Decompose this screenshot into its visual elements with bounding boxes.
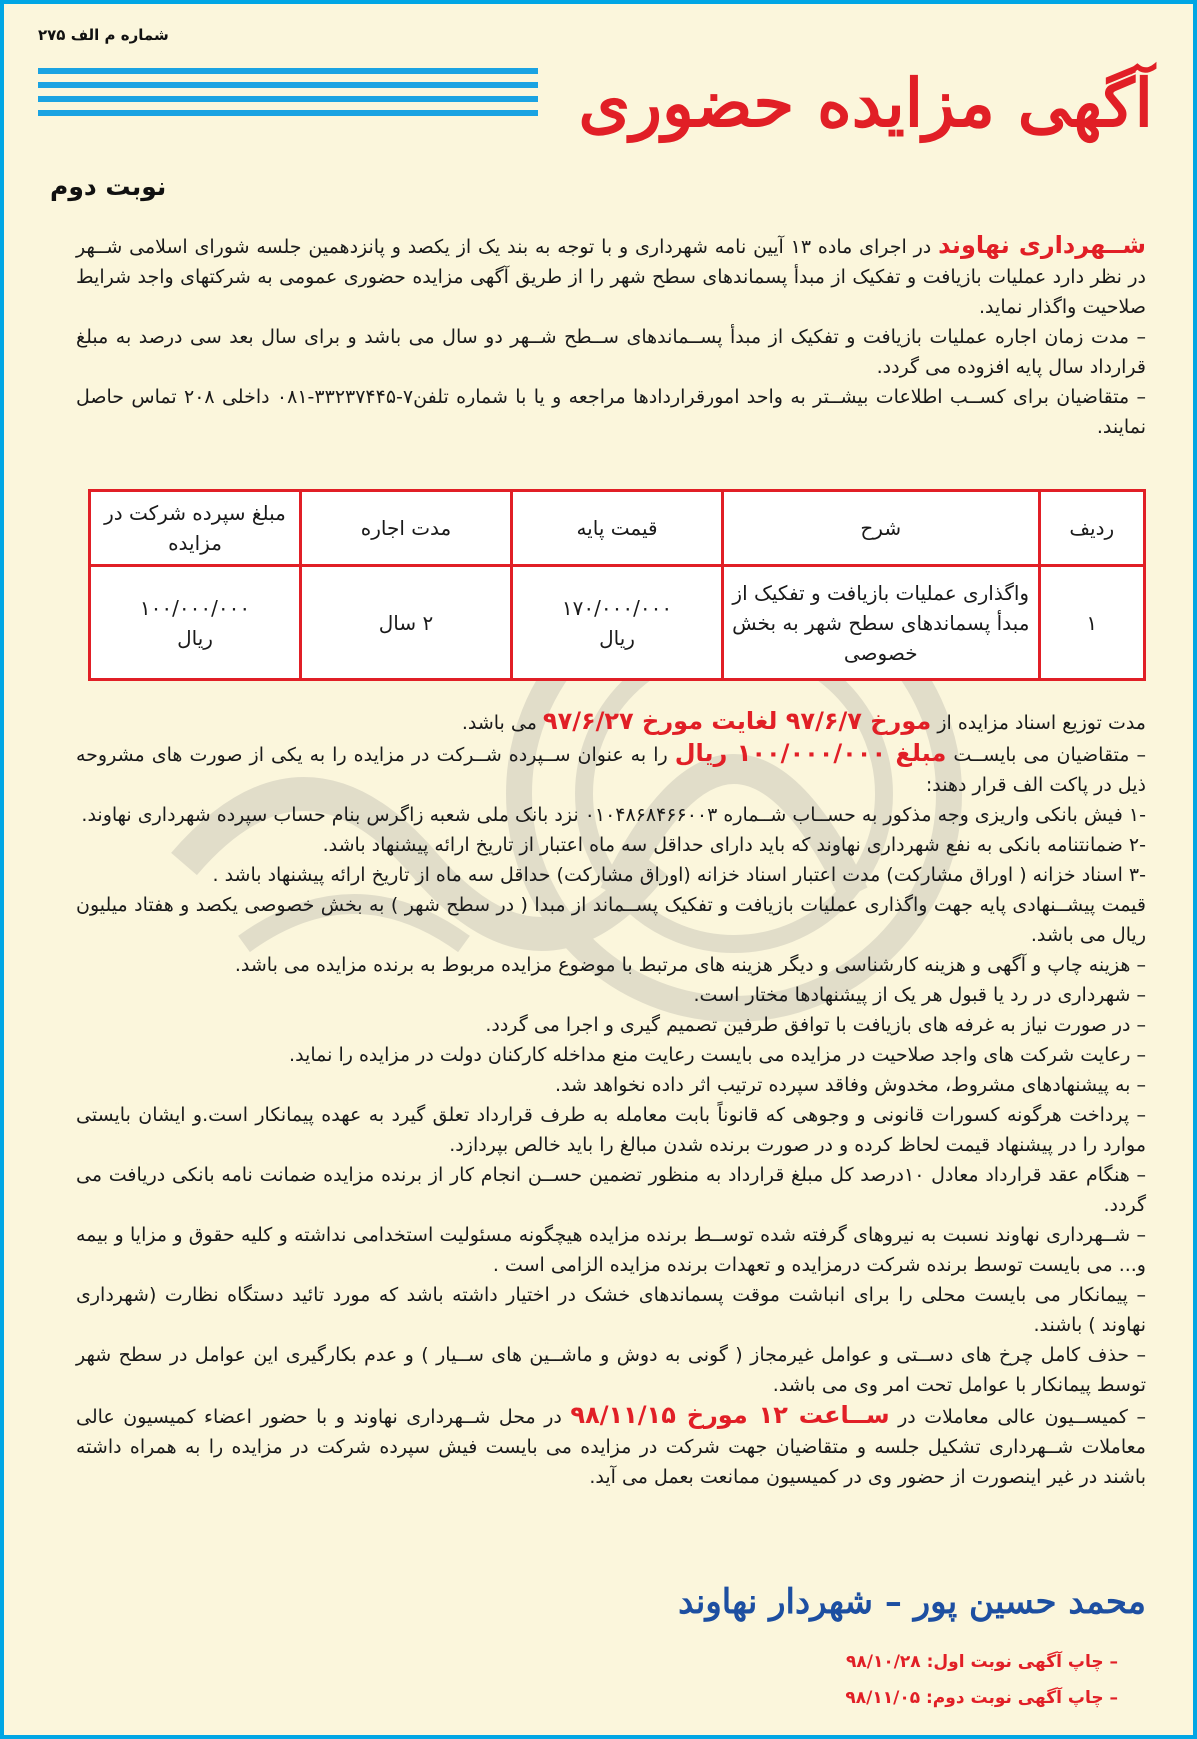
- intro-paragraph-2: – مدت زمان اجاره عملیات بازیافت و تفکیک از مبدأ پســماندهای ســطح شــهر دو سال می باشد و برای سال بعد سی درصد به مبلغ قرارداد سال پایه افزوده می گردد.: [76, 326, 1146, 378]
- deposit-option-3: -۳ اسناد خزانه ( اوراق مشارکت) مدت اعتبار اسناد خزانه (اوراق مشارکت) حداقل سه ماه از تاریخ ارائه پیشنهاد باشد .: [212, 864, 1146, 886]
- header-lease-duration: مدت اجاره: [301, 491, 512, 566]
- ad-number: شماره م الف ۲۷۵: [38, 26, 169, 44]
- base-price-clause: قیمت پیشــنهادی پایه جهت واگذاری عملیات بازیافت و تفکیک پســماند از مبدا ( در سطح شهر ) به بخش خصوصی یکصد و هفتاد میلیون ریال می باشد.: [76, 894, 1146, 946]
- deposit-option-1: -۱ فیش بانکی واریزی وجه مذکور به حســاب شــماره ۰۱۰۴۸۶۸۴۶۶۰۰۳ نزد بانک ملی شعبه زاگرس بنام حساب سپرده شهرداری نهاوند.: [81, 804, 1146, 826]
- auction-table: [88, 489, 1146, 681]
- notice-page: [4, 4, 1193, 1735]
- guarantee-clause: – هنگام عقد قرارداد معادل ۱۰درصد کل مبلغ قرارداد به منظور تضمین حســن انجام کار از برنده مزایده ضمانت نامه بانکی دریافت می گردد.: [76, 1164, 1146, 1216]
- liability-clause: – شــهرداری نهاوند نسبت به نیروهای گرفته شده توســط برنده مزایده هیچگونه مسئولیت استخدامی نداشته و کلیه حقوق و مزایا و بیمه و... می بایست توسط برنده شرکت درمزایده و تعهدات برنده مزایده الزامی است .: [76, 1224, 1146, 1276]
- print-date-second: – چاپ آگهی نوبت دوم: ۹۸/۱۱/۰۵: [845, 1688, 1118, 1708]
- storage-clause: – پیمانکار می بایست محلی را برای انباشت موقت پسماندهای خشک در اختیار داشته باشد که مورد تائید دستگاه نظارت (شهرداری نهاوند ) باشند.: [76, 1284, 1146, 1336]
- cell-lease-duration: ۲ سال: [301, 566, 512, 680]
- conditional-clause: – به پیشنهادهای مشروط، مخدوش وفاقد سپرده ترتیب اثر داده نخواهد شد.: [555, 1074, 1146, 1096]
- signature: محمد حسین پور – شهردار نهاوند: [678, 1582, 1146, 1622]
- reject-clause: – شهرداری در رد یا قبول هر یک از پیشنهادها مختار است.: [693, 984, 1146, 1006]
- table-header-row: [90, 491, 1145, 566]
- intro-paragraph-1: شــهرداری نهاوند در اجرای ماده ۱۳ آیین نامه شهرداری و با توجه به بند یک از یکصد و پانزدهمین جلسه شورای اسلامی شــهر در نظر دارد عملیات بازیافت و تفکیک از مبدأ پسماندهای سطح شهر را از طریق آگهی مزایده حضوری عمومی به شرکتهای واجد شرایط صلاحیت واگذار نماید.: [76, 231, 1146, 318]
- intro-section: [76, 230, 1146, 442]
- deposit-option-2: -۲ ضمانتنامه بانکی به نفع شهرداری نهاوند که باید دارای حداقل سه ماه اعتبار از تاریخ ارائه پیشنهاد باشد.: [322, 834, 1146, 856]
- commission-clause: – کمیســیون عالی معاملات در ســاعت ۱۲ مورخ ۹۸/۱۱/۱۵ در محل شــهرداری نهاوند و با حضور اعضاء کمیسیون عالی معاملات شــهرداری تشکیل جلسه و متقاضیان جهت شرکت در مزایده می بایست فیش سپرده شرکت در مزایده را به همراه داشته باشند در غیر اینصورت از حضور وی در کمیسیون ممانعت بعمل می آید.: [76, 1401, 1146, 1488]
- header-deposit: مبلغ سپرده شرکت در مزایده: [90, 491, 301, 566]
- table-row: [90, 566, 1145, 680]
- cell-base-price: ۱۷۰/۰۰۰/۰۰۰ ریال: [512, 566, 723, 680]
- deposit-clause: – متقاضیان می بایســت مبلغ ۱۰۰/۰۰۰/۰۰۰ ریال را به عنوان ســپرده شــرکت در مزایده را به یکی از صورت های مشروحه ذیل در پاکت الف قرار دهند:: [76, 739, 1146, 796]
- header-stripes: [38, 68, 538, 124]
- cell-row-number: ۱: [1039, 566, 1145, 680]
- terms-section: [76, 706, 1146, 1492]
- print-dates: [845, 1644, 1118, 1716]
- intro-paragraph-3: – متقاضیان برای کســب اطلاعات بیشــتر به واحد امورقراردادها مراجعه و یا با شماره تلفن۷-۳۳۲۳۷۴۴۵-۰۸۱ داخلی ۲۰۸ تماس حاصل نمایند.: [76, 386, 1147, 438]
- page-title: آگهی مزایده حضوری: [578, 64, 1153, 142]
- distribution-period: مدت توزیع اسناد مزایده از مورخ ۹۷/۶/۷ لغایت مورخ ۹۷/۶/۲۷ می باشد.: [461, 707, 1146, 735]
- municipality-name: شــهرداری نهاوند: [938, 231, 1146, 259]
- cost-clause: – هزینه چاپ و آگهی و هزینه کارشناسی و دیگر هزینه های مرتبط با موضوع مزایده مربوط به برنده مزایده می باشد.: [234, 954, 1146, 976]
- cell-deposit: ۱۰۰/۰۰۰/۰۰۰ ریال: [90, 566, 301, 680]
- carts-clause: – حذف کامل چرخ های دســتی و عوامل غیرمجاز ( گونی به دوش و ماشــین های ســیار ) و عدم بکارگیری این عوامل در سطح شهر توسط پیمانکار با عوامل تحت امر وی می باشد.: [76, 1344, 1146, 1396]
- header-base-price: قیمت پایه: [512, 491, 723, 566]
- qualified-clause: – رعایت شرکت های واجد صلاحیت در مزایده می بایست رعایت منع مداخله کارکنان دولت در مزایده را نماید.: [289, 1044, 1146, 1066]
- cell-description: واگذاری عملیات بازیافت و تفکیک از مبدأ پسماندهای سطح شهر به بخش خصوصی: [723, 566, 1040, 680]
- booth-clause: – در صورت نیاز به غرفه های بازیافت با توافق طرفین تصمیم گیری و اجرا می گردد.: [485, 1014, 1146, 1036]
- header-row-number: ردیف: [1039, 491, 1145, 566]
- deductions-clause: – پرداخت هرگونه کسورات قانونی و وجوهی که قانوناً بابت معامله به طرف قرارداد تعلق گیرد به عهده پیمانکار است.و ایشان بایستی موارد را در پیشنهاد قیمت لحاظ کرده و در صورت برنده شدن مبالغ را باید خالص بپردازد.: [76, 1104, 1146, 1156]
- turn-label: نوبت دوم: [50, 172, 167, 201]
- print-date-first: – چاپ آگهی نوبت اول: ۹۸/۱۰/۲۸: [846, 1652, 1118, 1672]
- header-description: شرح: [723, 491, 1040, 566]
